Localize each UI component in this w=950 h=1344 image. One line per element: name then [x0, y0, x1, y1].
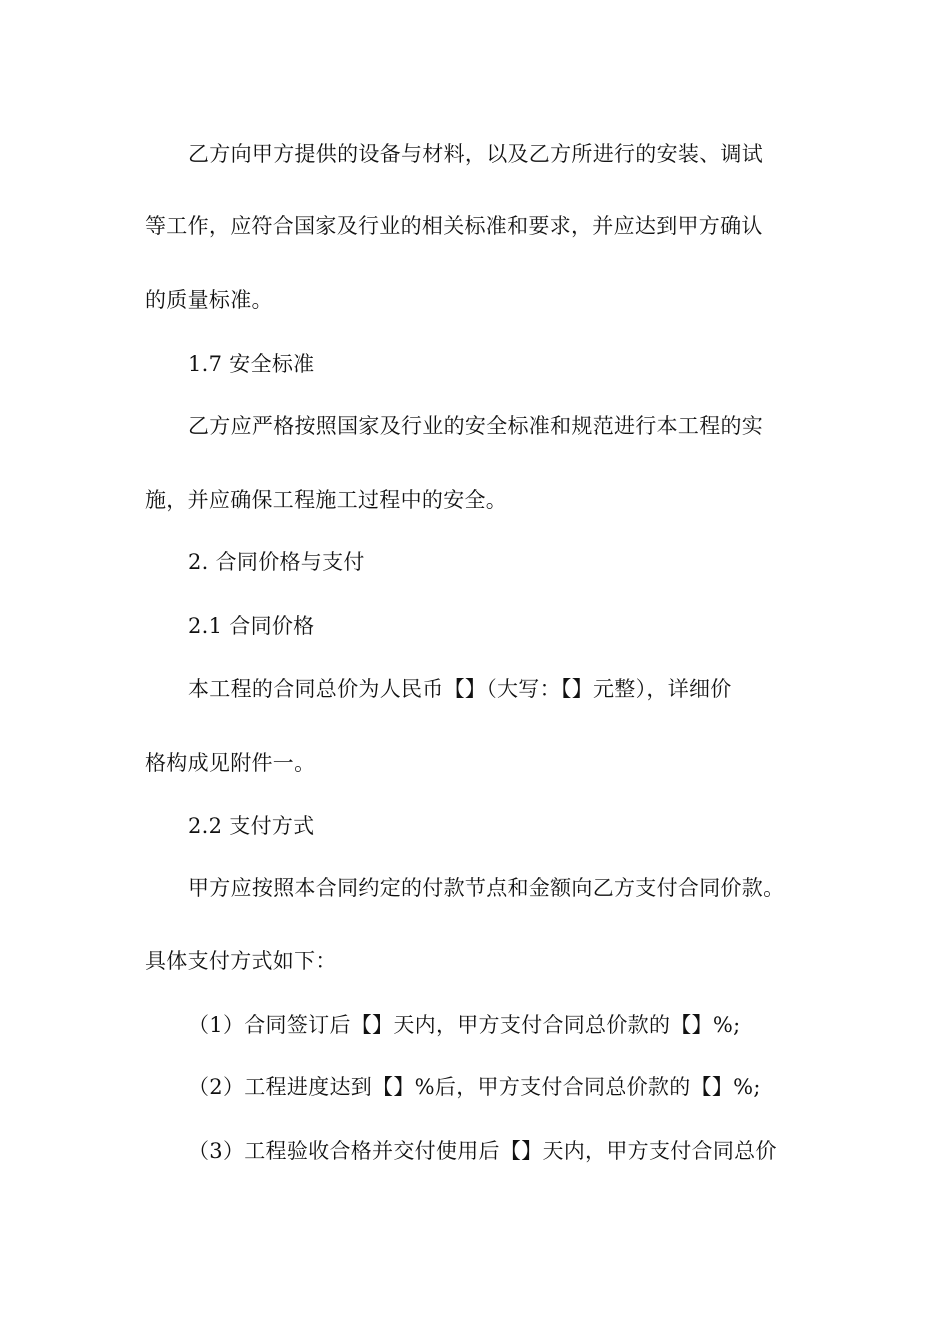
list-item: （2）工程进度达到【】%后，甲方支付合同总价款的【】%;	[188, 1075, 761, 1099]
section-heading: 2. 合同价格与支付	[188, 550, 365, 574]
section-heading: 2.2 支付方式	[188, 814, 315, 838]
paragraph-line: 等工作，应符合国家及行业的相关标准和要求，并应达到甲方确认	[145, 214, 763, 238]
paragraph-line: 具体支付方式如下：	[145, 949, 337, 973]
paragraph-line: 格构成见附件一。	[145, 751, 316, 775]
list-item: （3）工程验收合格并交付使用后【】天内，甲方支付合同总价	[188, 1139, 777, 1163]
paragraph-line: 乙方向甲方提供的设备与材料，以及乙方所进行的安装、调试	[188, 142, 764, 166]
paragraph-line: 乙方应严格按照国家及行业的安全标准和规范进行本工程的实	[188, 414, 764, 438]
section-heading: 2.1 合同价格	[188, 614, 315, 638]
section-heading: 1.7 安全标准	[188, 352, 315, 376]
paragraph-line: 的质量标准。	[145, 288, 273, 312]
list-item: （1）合同签订后【】天内，甲方支付合同总价款的【】%;	[188, 1013, 741, 1037]
paragraph-line: 施，并应确保工程施工过程中的安全。	[145, 488, 508, 512]
paragraph-line: 甲方应按照本合同约定的付款节点和金额向乙方支付合同价款。	[188, 876, 785, 900]
paragraph-line: 本工程的合同总价为人民币【】（大写：【】元整），详细价	[188, 677, 732, 701]
